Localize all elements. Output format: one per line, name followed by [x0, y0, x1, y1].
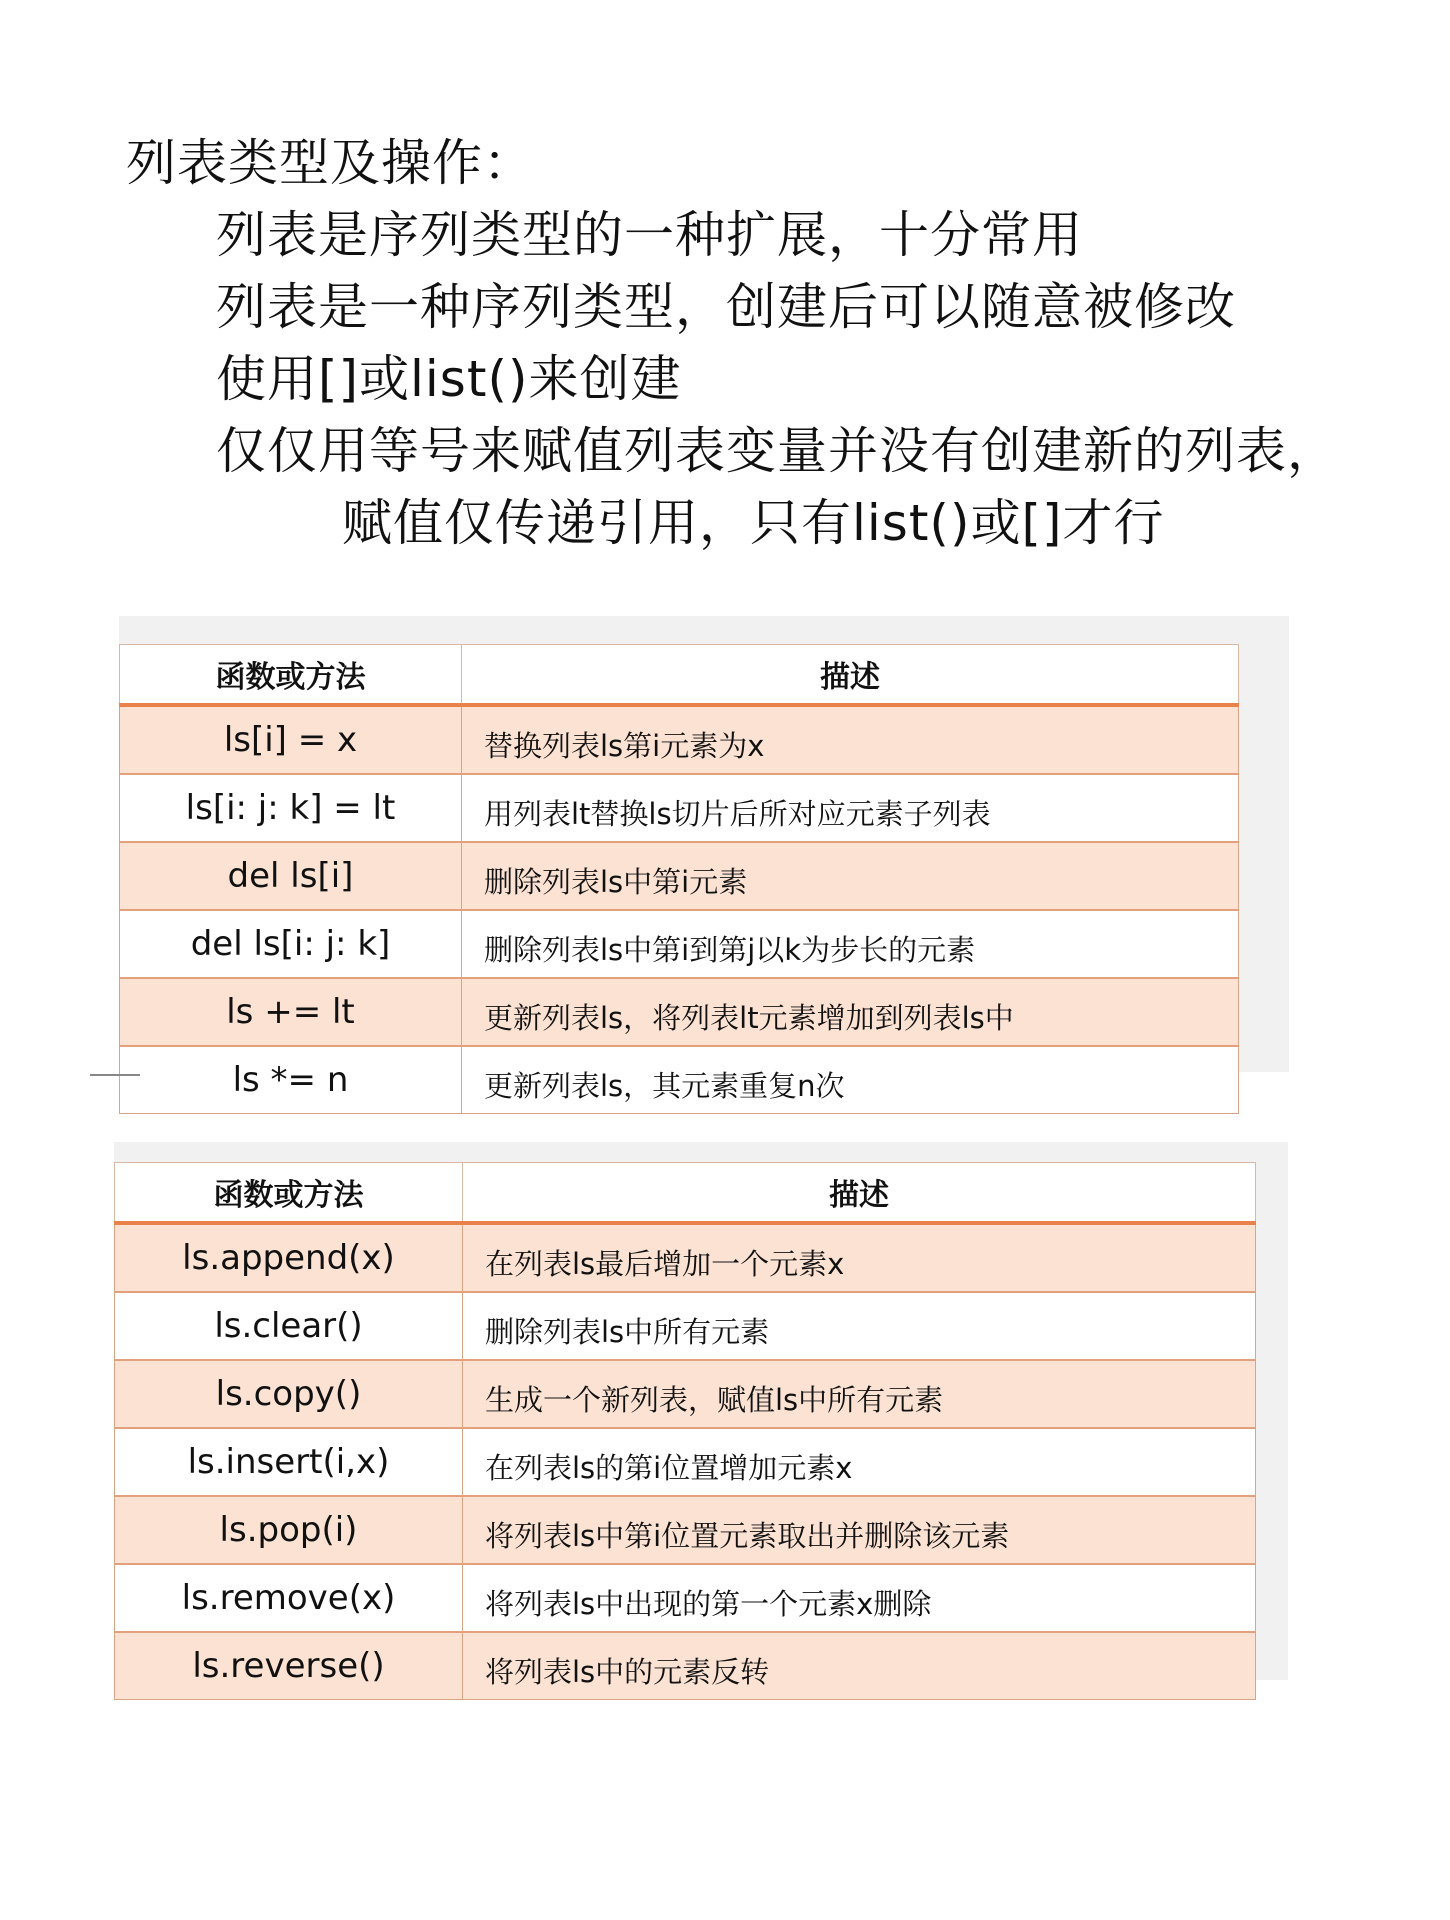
bullet-line-1: 列表是序列类型的一种扩展，十分常用 [216, 206, 1083, 264]
description-cell: 删除列表ls中第i元素 [462, 842, 1239, 910]
table2-panel [114, 1142, 1288, 1689]
table-row [115, 1428, 1256, 1496]
description-cell: 删除列表ls中第i到第j以k为步长的元素 [462, 910, 1239, 978]
bullet-line-5: 赋值仅传递引用，只有list()或[]才行 [342, 494, 1165, 552]
table-row [115, 1564, 1256, 1632]
bullet-line-2: 列表是一种序列类型，创建后可以随意被修改 [216, 278, 1236, 336]
table-header-row [115, 1163, 1256, 1224]
header-description: 描述 [463, 1163, 1256, 1224]
description-cell: 将列表ls中的元素反转 [463, 1632, 1256, 1700]
table-row [120, 842, 1239, 910]
description-cell: 用列表lt替换ls切片后所对应元素子列表 [462, 774, 1239, 842]
table-row [120, 1046, 1239, 1114]
divider [90, 1074, 140, 1076]
table-row [120, 774, 1239, 842]
table1-panel [119, 616, 1289, 1103]
function-cell: ls[i] = x [120, 705, 462, 774]
function-cell: ls *= n [120, 1046, 462, 1114]
function-cell: ls.append(x) [115, 1223, 463, 1292]
description-cell: 生成一个新列表，赋值ls中所有元素 [463, 1360, 1256, 1428]
table-row [120, 910, 1239, 978]
table-row [115, 1496, 1256, 1564]
function-cell: ls.remove(x) [115, 1564, 463, 1632]
operations-table-2 [114, 1162, 1256, 1700]
table-row [120, 705, 1239, 774]
bullet-line-4: 仅仅用等号来赋值列表变量并没有创建新的列表， [216, 422, 1338, 480]
description-cell: 将列表ls中出现的第一个元素x删除 [463, 1564, 1256, 1632]
function-cell: ls.insert(i,x) [115, 1428, 463, 1496]
table-row [115, 1632, 1256, 1700]
function-cell: ls += lt [120, 978, 462, 1046]
page-heading: 列表类型及操作： [126, 134, 534, 192]
description-cell: 在列表ls最后增加一个元素x [463, 1223, 1256, 1292]
function-cell: ls[i: j: k] = lt [120, 774, 462, 842]
description-cell: 更新列表ls，其元素重复n次 [462, 1046, 1239, 1114]
description-cell: 在列表ls的第i位置增加元素x [463, 1428, 1256, 1496]
table-row [115, 1292, 1256, 1360]
function-cell: ls.copy() [115, 1360, 463, 1428]
function-cell: ls.clear() [115, 1292, 463, 1360]
function-cell: ls.pop(i) [115, 1496, 463, 1564]
bullet-line-3: 使用[]或list()来创建 [216, 350, 682, 408]
function-cell: del ls[i: j: k] [120, 910, 462, 978]
header-function: 函数或方法 [120, 645, 462, 706]
operations-table-1 [119, 644, 1239, 1114]
description-cell: 更新列表ls，将列表lt元素增加到列表ls中 [462, 978, 1239, 1046]
function-cell: del ls[i] [120, 842, 462, 910]
description-cell: 删除列表ls中所有元素 [463, 1292, 1256, 1360]
description-cell: 将列表ls中第i位置元素取出并删除该元素 [463, 1496, 1256, 1564]
table-row [115, 1223, 1256, 1292]
header-description: 描述 [462, 645, 1239, 706]
function-cell: ls.reverse() [115, 1632, 463, 1700]
table-header-row [120, 645, 1239, 706]
table-row [115, 1360, 1256, 1428]
header-function: 函数或方法 [115, 1163, 463, 1224]
description-cell: 替换列表ls第i元素为x [462, 705, 1239, 774]
table-row [120, 978, 1239, 1046]
